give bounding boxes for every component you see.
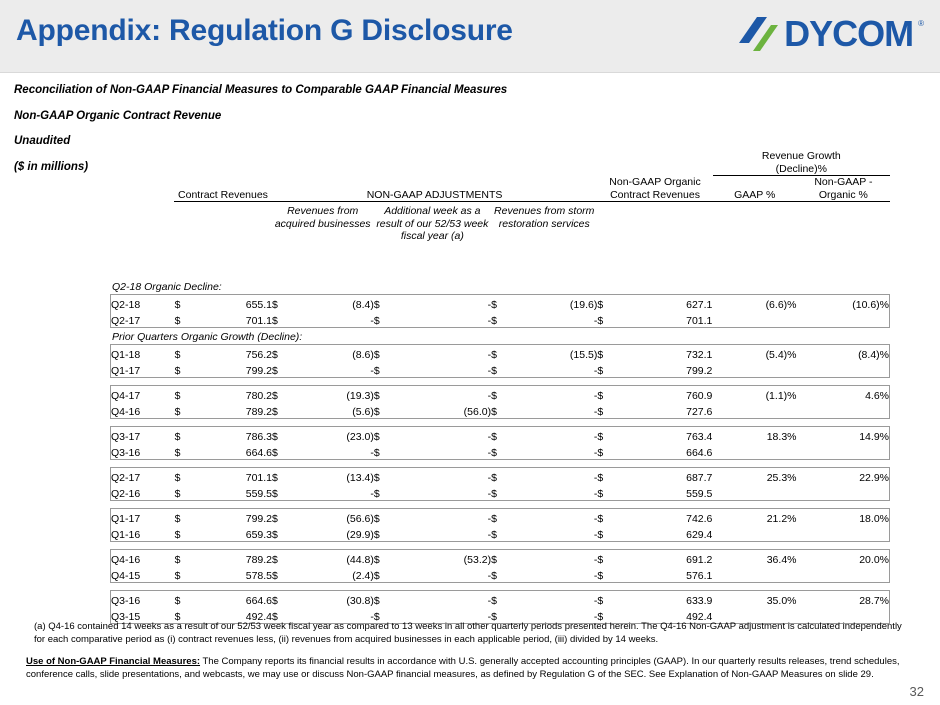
- table-header-row-3: [110, 176, 890, 189]
- table-row: [111, 294, 890, 311]
- cell-organic-pct: (8.4)%: [858, 348, 889, 361]
- cell-organic-revenues: 691.2: [686, 553, 713, 566]
- cell-gaap-pct: [712, 443, 796, 460]
- footnote-non-gaap-use: [26, 655, 914, 681]
- cell-contract-revenues: 780.2: [245, 389, 273, 402]
- cell-contract-revenues: 799.2: [245, 364, 273, 377]
- currency-symbol: $: [597, 348, 604, 361]
- header-revenue-growth-decline: (Decline)%: [713, 163, 890, 176]
- currency-symbol: $: [272, 364, 278, 377]
- currency-symbol: $: [597, 512, 604, 525]
- cell-gaap-pct: [712, 361, 796, 378]
- currency-symbol: $: [373, 430, 380, 443]
- currency-symbol: $: [491, 298, 497, 311]
- currency-symbol: $: [373, 528, 380, 541]
- cell-extra-week: -: [487, 446, 492, 459]
- cell-acquired-revenues: (13.4): [346, 471, 374, 484]
- currency-symbol: $: [272, 446, 278, 459]
- cell-acquired-revenues: (19.3): [346, 389, 374, 402]
- cell-extra-week: -: [487, 298, 492, 311]
- cell-acquired-revenues: (30.8): [346, 594, 374, 607]
- table-row: [111, 484, 890, 501]
- currency-symbol: $: [597, 298, 604, 311]
- cell-acquired-revenues: -: [370, 487, 374, 500]
- cell-storm-revenues: -: [593, 487, 598, 500]
- header-non-gaap-organic-pct-1: Non-GAAP -: [814, 176, 873, 188]
- table-section-note: Q2-18 Organic Decline:: [112, 280, 222, 293]
- cell-contract-revenues: 659.3: [245, 528, 273, 541]
- row-period-label: Q2-17: [111, 471, 141, 484]
- currency-symbol: $: [174, 364, 181, 377]
- table-row: [111, 311, 890, 328]
- subhead-line-3: Unaudited: [14, 135, 71, 147]
- row-period-label: Q3-15: [111, 610, 141, 623]
- currency-symbol: $: [272, 569, 278, 582]
- cell-organic-revenues: 664.6: [686, 446, 713, 459]
- cell-gaap-pct: 21.2%: [766, 512, 797, 525]
- currency-symbol: $: [597, 471, 604, 484]
- cell-acquired-revenues: (44.8): [346, 553, 374, 566]
- cell-gaap-pct: (1.1)%: [765, 389, 797, 402]
- cell-gaap-pct: (5.4)%: [765, 348, 797, 361]
- cell-contract-revenues: 664.6: [245, 446, 273, 459]
- cell-acquired-revenues: (2.4): [352, 569, 374, 582]
- currency-symbol: $: [272, 471, 278, 484]
- cell-contract-revenues: 655.1: [245, 298, 273, 311]
- table-row: [111, 508, 890, 525]
- cell-contract-revenues: 559.5: [245, 487, 273, 500]
- currency-symbol: $: [272, 298, 278, 311]
- table-section: [110, 344, 890, 378]
- row-period-label: Q3-17: [111, 430, 141, 443]
- currency-symbol: $: [597, 430, 604, 443]
- table-section: [110, 467, 890, 501]
- cell-organic-revenues: 492.4: [686, 610, 713, 623]
- cell-organic-revenues: 763.4: [686, 430, 713, 443]
- footnote-a: (a) Q4-16 contained 14 weeks as a result of our 52/53 week fiscal year as compared to 13 weeks in all other quarterly periods presented herein. The Q4-16 Non-GAAP adjustment is calculated independently for each comparative period as (i) contract revenues less, (ii) revenues from acquired businesses in each applicable period, (iii) divided by 14 weeks.: [34, 621, 902, 645]
- row-period-label: Q2-17: [111, 314, 141, 327]
- currency-symbol: $: [491, 610, 497, 623]
- currency-symbol: $: [597, 389, 604, 402]
- currency-symbol: $: [272, 405, 278, 418]
- currency-symbol: $: [272, 594, 278, 607]
- cell-acquired-revenues: (23.0): [346, 430, 374, 443]
- cell-organic-pct: (10.6)%: [852, 298, 889, 311]
- cell-storm-revenues: -: [593, 314, 598, 327]
- currency-symbol: $: [272, 348, 278, 361]
- cell-organic-revenues: 633.9: [686, 594, 713, 607]
- row-period-label: Q3-16: [111, 594, 141, 607]
- currency-symbol: $: [272, 389, 278, 402]
- currency-symbol: $: [174, 487, 181, 500]
- footnote-non-gaap-use-label: Use of Non-GAAP Financial Measures:: [26, 656, 201, 667]
- cell-contract-revenues: 789.2: [245, 553, 273, 566]
- cell-gaap-pct: 35.0%: [766, 594, 797, 607]
- cell-storm-revenues: -: [593, 430, 598, 443]
- table-row: [111, 402, 890, 419]
- header-adj-storm: Revenues from storm restoration services: [494, 205, 595, 230]
- cell-extra-week: -: [487, 471, 492, 484]
- row-period-label: Q2-18: [111, 298, 141, 311]
- cell-storm-revenues: -: [593, 512, 598, 525]
- slide-header: [0, 0, 940, 73]
- cell-acquired-revenues: -: [370, 610, 374, 623]
- page-number: 32: [909, 684, 924, 699]
- currency-symbol: $: [174, 430, 181, 443]
- currency-symbol: $: [597, 610, 604, 623]
- table-row: [111, 344, 890, 361]
- cell-organic-pct: [797, 402, 890, 419]
- table-row: [111, 426, 890, 443]
- cell-organic-pct: [797, 484, 890, 501]
- cell-gaap-pct: (6.6)%: [765, 298, 797, 311]
- cell-organic-pct: 20.0%: [859, 553, 889, 566]
- currency-symbol: $: [272, 610, 278, 623]
- cell-acquired-revenues: (29.9): [346, 528, 374, 541]
- reconciliation-table-wrap: [110, 150, 890, 624]
- currency-symbol: $: [174, 405, 181, 418]
- row-period-label: Q3-16: [111, 446, 141, 459]
- cell-storm-revenues: (19.6): [569, 298, 598, 311]
- currency-symbol: $: [373, 314, 380, 327]
- cell-gaap-pct: [712, 566, 796, 583]
- cell-gaap-pct: 18.3%: [766, 430, 797, 443]
- table-header-row-2: [110, 163, 890, 176]
- cell-gaap-pct: [712, 402, 796, 419]
- currency-symbol: $: [373, 471, 380, 484]
- table-row: [111, 443, 890, 460]
- cell-storm-revenues: -: [593, 405, 598, 418]
- table-section: [110, 294, 890, 328]
- currency-symbol: $: [597, 569, 604, 582]
- cell-storm-revenues: -: [593, 610, 598, 623]
- cell-acquired-revenues: (5.6): [352, 405, 374, 418]
- currency-symbol: $: [272, 512, 278, 525]
- currency-symbol: $: [491, 405, 497, 418]
- cell-organic-pct: 4.6%: [865, 389, 889, 402]
- reconciliation-table: [110, 150, 890, 278]
- currency-symbol: $: [373, 446, 380, 459]
- currency-symbol: $: [174, 389, 181, 402]
- currency-symbol: $: [491, 430, 497, 443]
- currency-symbol: $: [491, 528, 497, 541]
- table-section: [110, 508, 890, 542]
- currency-symbol: $: [174, 528, 181, 541]
- row-period-label: Q1-18: [111, 348, 141, 361]
- row-period-label: Q1-17: [111, 512, 141, 525]
- currency-symbol: $: [491, 389, 497, 402]
- cell-gaap-pct: 36.4%: [766, 553, 797, 566]
- table-header-row-4: [110, 189, 890, 202]
- registered-mark-icon: ®: [918, 19, 924, 28]
- cell-contract-revenues: 756.2: [245, 348, 273, 361]
- cell-storm-revenues: -: [593, 528, 598, 541]
- currency-symbol: $: [174, 569, 181, 582]
- cell-organic-pct: 22.9%: [859, 471, 889, 484]
- table-section-spacer: [110, 583, 890, 590]
- cell-contract-revenues: 578.5: [245, 569, 273, 582]
- table-section-spacer: [110, 419, 890, 426]
- cell-acquired-revenues: -: [370, 446, 374, 459]
- header-revenue-growth: Revenue Growth: [761, 150, 841, 162]
- table-row: [111, 385, 890, 402]
- currency-symbol: $: [597, 364, 604, 377]
- cell-storm-revenues: -: [593, 446, 598, 459]
- currency-symbol: $: [174, 298, 181, 311]
- cell-organic-revenues: 627.1: [686, 298, 713, 311]
- cell-organic-pct: [797, 525, 890, 542]
- currency-symbol: $: [491, 512, 497, 525]
- currency-symbol: $: [272, 430, 278, 443]
- currency-symbol: $: [491, 348, 497, 361]
- currency-symbol: $: [373, 364, 380, 377]
- currency-symbol: $: [373, 487, 380, 500]
- dycom-logo-text: DYCOM: [784, 13, 914, 54]
- currency-symbol: $: [597, 594, 604, 607]
- cell-extra-week: -: [487, 512, 492, 525]
- cell-organic-pct: [797, 311, 890, 328]
- table-section: [110, 590, 890, 624]
- page-title: Appendix: Regulation G Disclosure: [16, 14, 513, 47]
- table-section-note: Prior Quarters Organic Growth (Decline):: [112, 330, 303, 343]
- table-row: [111, 566, 890, 583]
- currency-symbol: $: [491, 314, 497, 327]
- header-non-gaap-organic-pct-2: Organic %: [797, 189, 890, 202]
- currency-symbol: $: [491, 569, 497, 582]
- currency-symbol: $: [174, 348, 181, 361]
- currency-symbol: $: [597, 487, 604, 500]
- cell-organic-revenues: 760.9: [686, 389, 713, 402]
- header-non-gaap-organic-contract-revenues: Contract Revenues: [597, 189, 712, 202]
- currency-symbol: $: [373, 405, 380, 418]
- cell-acquired-revenues: (8.4): [352, 298, 374, 311]
- header-contract-revenues: Contract Revenues: [174, 189, 271, 202]
- row-period-label: Q4-17: [111, 389, 141, 402]
- cell-organic-revenues: 701.1: [686, 314, 713, 327]
- cell-extra-week: -: [487, 364, 492, 377]
- currency-symbol: $: [373, 512, 380, 525]
- currency-symbol: $: [272, 314, 278, 327]
- currency-symbol: $: [597, 314, 604, 327]
- cell-storm-revenues: (15.5): [569, 348, 598, 361]
- subhead-line-4: ($ in millions): [14, 160, 89, 173]
- cell-extra-week: -: [487, 430, 492, 443]
- table-section-spacer: [110, 460, 890, 467]
- table-header-row-1: [110, 150, 890, 163]
- cell-organic-revenues: 687.7: [686, 471, 713, 484]
- cell-acquired-revenues: (8.6): [352, 348, 374, 361]
- cell-extra-week: -: [487, 569, 492, 582]
- cell-organic-revenues: 727.6: [686, 405, 713, 418]
- table-row: [111, 590, 890, 607]
- header-adj-acquired: Revenues from acquired businesses: [274, 205, 371, 230]
- table-section-spacer: [110, 501, 890, 508]
- currency-symbol: $: [373, 569, 380, 582]
- currency-symbol: $: [373, 553, 380, 566]
- cell-storm-revenues: -: [593, 471, 598, 484]
- table-section: [110, 426, 890, 460]
- currency-symbol: $: [272, 528, 278, 541]
- currency-symbol: $: [174, 610, 181, 623]
- cell-organic-pct: [797, 566, 890, 583]
- cell-gaap-pct: [712, 484, 796, 501]
- cell-contract-revenues: 701.1: [245, 314, 273, 327]
- cell-extra-week: (56.0): [463, 405, 492, 418]
- subhead-line-1: Reconciliation of Non-GAAP Financial Measures to Comparable GAAP Financial Measures: [14, 84, 508, 96]
- dycom-logo-mark: [737, 13, 779, 55]
- cell-organic-pct: [797, 443, 890, 460]
- table-section-spacer: [110, 542, 890, 549]
- row-period-label: Q2-16: [111, 487, 141, 500]
- subhead-line-2: Non-GAAP Organic Contract Revenue: [14, 109, 222, 122]
- cell-organic-pct: [797, 361, 890, 378]
- currency-symbol: $: [491, 471, 497, 484]
- row-period-label: Q4-15: [111, 569, 141, 582]
- dycom-logo: [737, 13, 924, 55]
- cell-gaap-pct: 25.3%: [766, 471, 797, 484]
- cell-contract-revenues: 789.2: [245, 405, 273, 418]
- cell-organic-revenues: 799.2: [686, 364, 713, 377]
- table-section: [110, 549, 890, 583]
- cell-extra-week: -: [487, 487, 492, 500]
- cell-organic-revenues: 732.1: [686, 348, 713, 361]
- row-period-label: Q1-16: [111, 528, 141, 541]
- currency-symbol: $: [597, 405, 604, 418]
- currency-symbol: $: [174, 594, 181, 607]
- table-sections: [110, 278, 890, 624]
- currency-symbol: $: [174, 446, 181, 459]
- currency-symbol: $: [597, 553, 604, 566]
- cell-organic-revenues: 559.5: [686, 487, 713, 500]
- cell-extra-week: -: [487, 314, 492, 327]
- cell-acquired-revenues: -: [370, 314, 374, 327]
- cell-gaap-pct: [712, 311, 796, 328]
- row-period-label: Q4-16: [111, 405, 141, 418]
- currency-symbol: $: [174, 471, 181, 484]
- cell-extra-week: -: [487, 389, 492, 402]
- currency-symbol: $: [373, 348, 380, 361]
- row-period-label: Q4-16: [111, 553, 141, 566]
- table-row: [111, 525, 890, 542]
- cell-storm-revenues: -: [593, 553, 598, 566]
- currency-symbol: $: [373, 610, 380, 623]
- currency-symbol: $: [373, 298, 380, 311]
- cell-contract-revenues: 492.4: [245, 610, 273, 623]
- currency-symbol: $: [174, 553, 181, 566]
- cell-extra-week: -: [487, 610, 492, 623]
- cell-contract-revenues: 786.3: [245, 430, 273, 443]
- currency-symbol: $: [491, 487, 497, 500]
- cell-extra-week: -: [487, 594, 492, 607]
- currency-symbol: $: [491, 553, 497, 566]
- cell-organic-revenues: 576.1: [686, 569, 713, 582]
- header-non-gaap-adjustments: NON-GAAP ADJUSTMENTS: [272, 189, 598, 202]
- currency-symbol: $: [174, 314, 181, 327]
- currency-symbol: $: [272, 487, 278, 500]
- currency-symbol: $: [174, 512, 181, 525]
- cell-storm-revenues: -: [593, 389, 598, 402]
- table-section-spacer: [110, 378, 890, 385]
- table-header-row-5: [110, 202, 890, 278]
- table-row: [111, 361, 890, 378]
- cell-organic-revenues: 742.6: [686, 512, 713, 525]
- currency-symbol: $: [491, 446, 497, 459]
- currency-symbol: $: [597, 528, 604, 541]
- cell-storm-revenues: -: [593, 569, 598, 582]
- currency-symbol: $: [491, 594, 497, 607]
- table-row: [111, 467, 890, 484]
- header-gaap-pct: GAAP %: [713, 189, 797, 202]
- currency-symbol: $: [597, 446, 604, 459]
- currency-symbol: $: [491, 364, 497, 377]
- cell-organic-pct: 14.9%: [859, 430, 889, 443]
- cell-contract-revenues: 664.6: [245, 594, 273, 607]
- cell-gaap-pct: [712, 525, 796, 542]
- cell-acquired-revenues: (56.6): [346, 512, 374, 525]
- currency-symbol: $: [272, 553, 278, 566]
- cell-organic-pct: 18.0%: [859, 512, 889, 525]
- table-row: [111, 549, 890, 566]
- cell-extra-week: (53.2): [463, 553, 492, 566]
- cell-extra-week: -: [487, 348, 492, 361]
- cell-extra-week: -: [487, 528, 492, 541]
- footnote-non-gaap-use-text: The Company reports its financial results in accordance with U.S. generally accepted accounting principles (GAAP). In our quarterly results releases, trend schedules, conference calls, slide presentations, and webcasts, we may use or discuss Non-GAAP financial measures, as defined by Regulation G of the SEC. See Explanation of Non-GAAP Measures on slide 29.: [26, 656, 900, 680]
- currency-symbol: $: [373, 389, 380, 402]
- cell-contract-revenues: 799.2: [245, 512, 273, 525]
- row-period-label: Q1-17: [111, 364, 141, 377]
- cell-organic-pct: 28.7%: [859, 594, 889, 607]
- cell-contract-revenues: 701.1: [245, 471, 273, 484]
- cell-storm-revenues: -: [593, 594, 598, 607]
- header-adj-extra-week: Additional week as a result of our 52/53 week fiscal year (a): [376, 205, 489, 242]
- table-section: [110, 385, 890, 419]
- cell-organic-revenues: 629.4: [686, 528, 713, 541]
- currency-symbol: $: [373, 594, 380, 607]
- cell-storm-revenues: -: [593, 364, 598, 377]
- cell-acquired-revenues: -: [370, 364, 374, 377]
- header-non-gaap-organic: Non-GAAP Organic: [609, 176, 701, 188]
